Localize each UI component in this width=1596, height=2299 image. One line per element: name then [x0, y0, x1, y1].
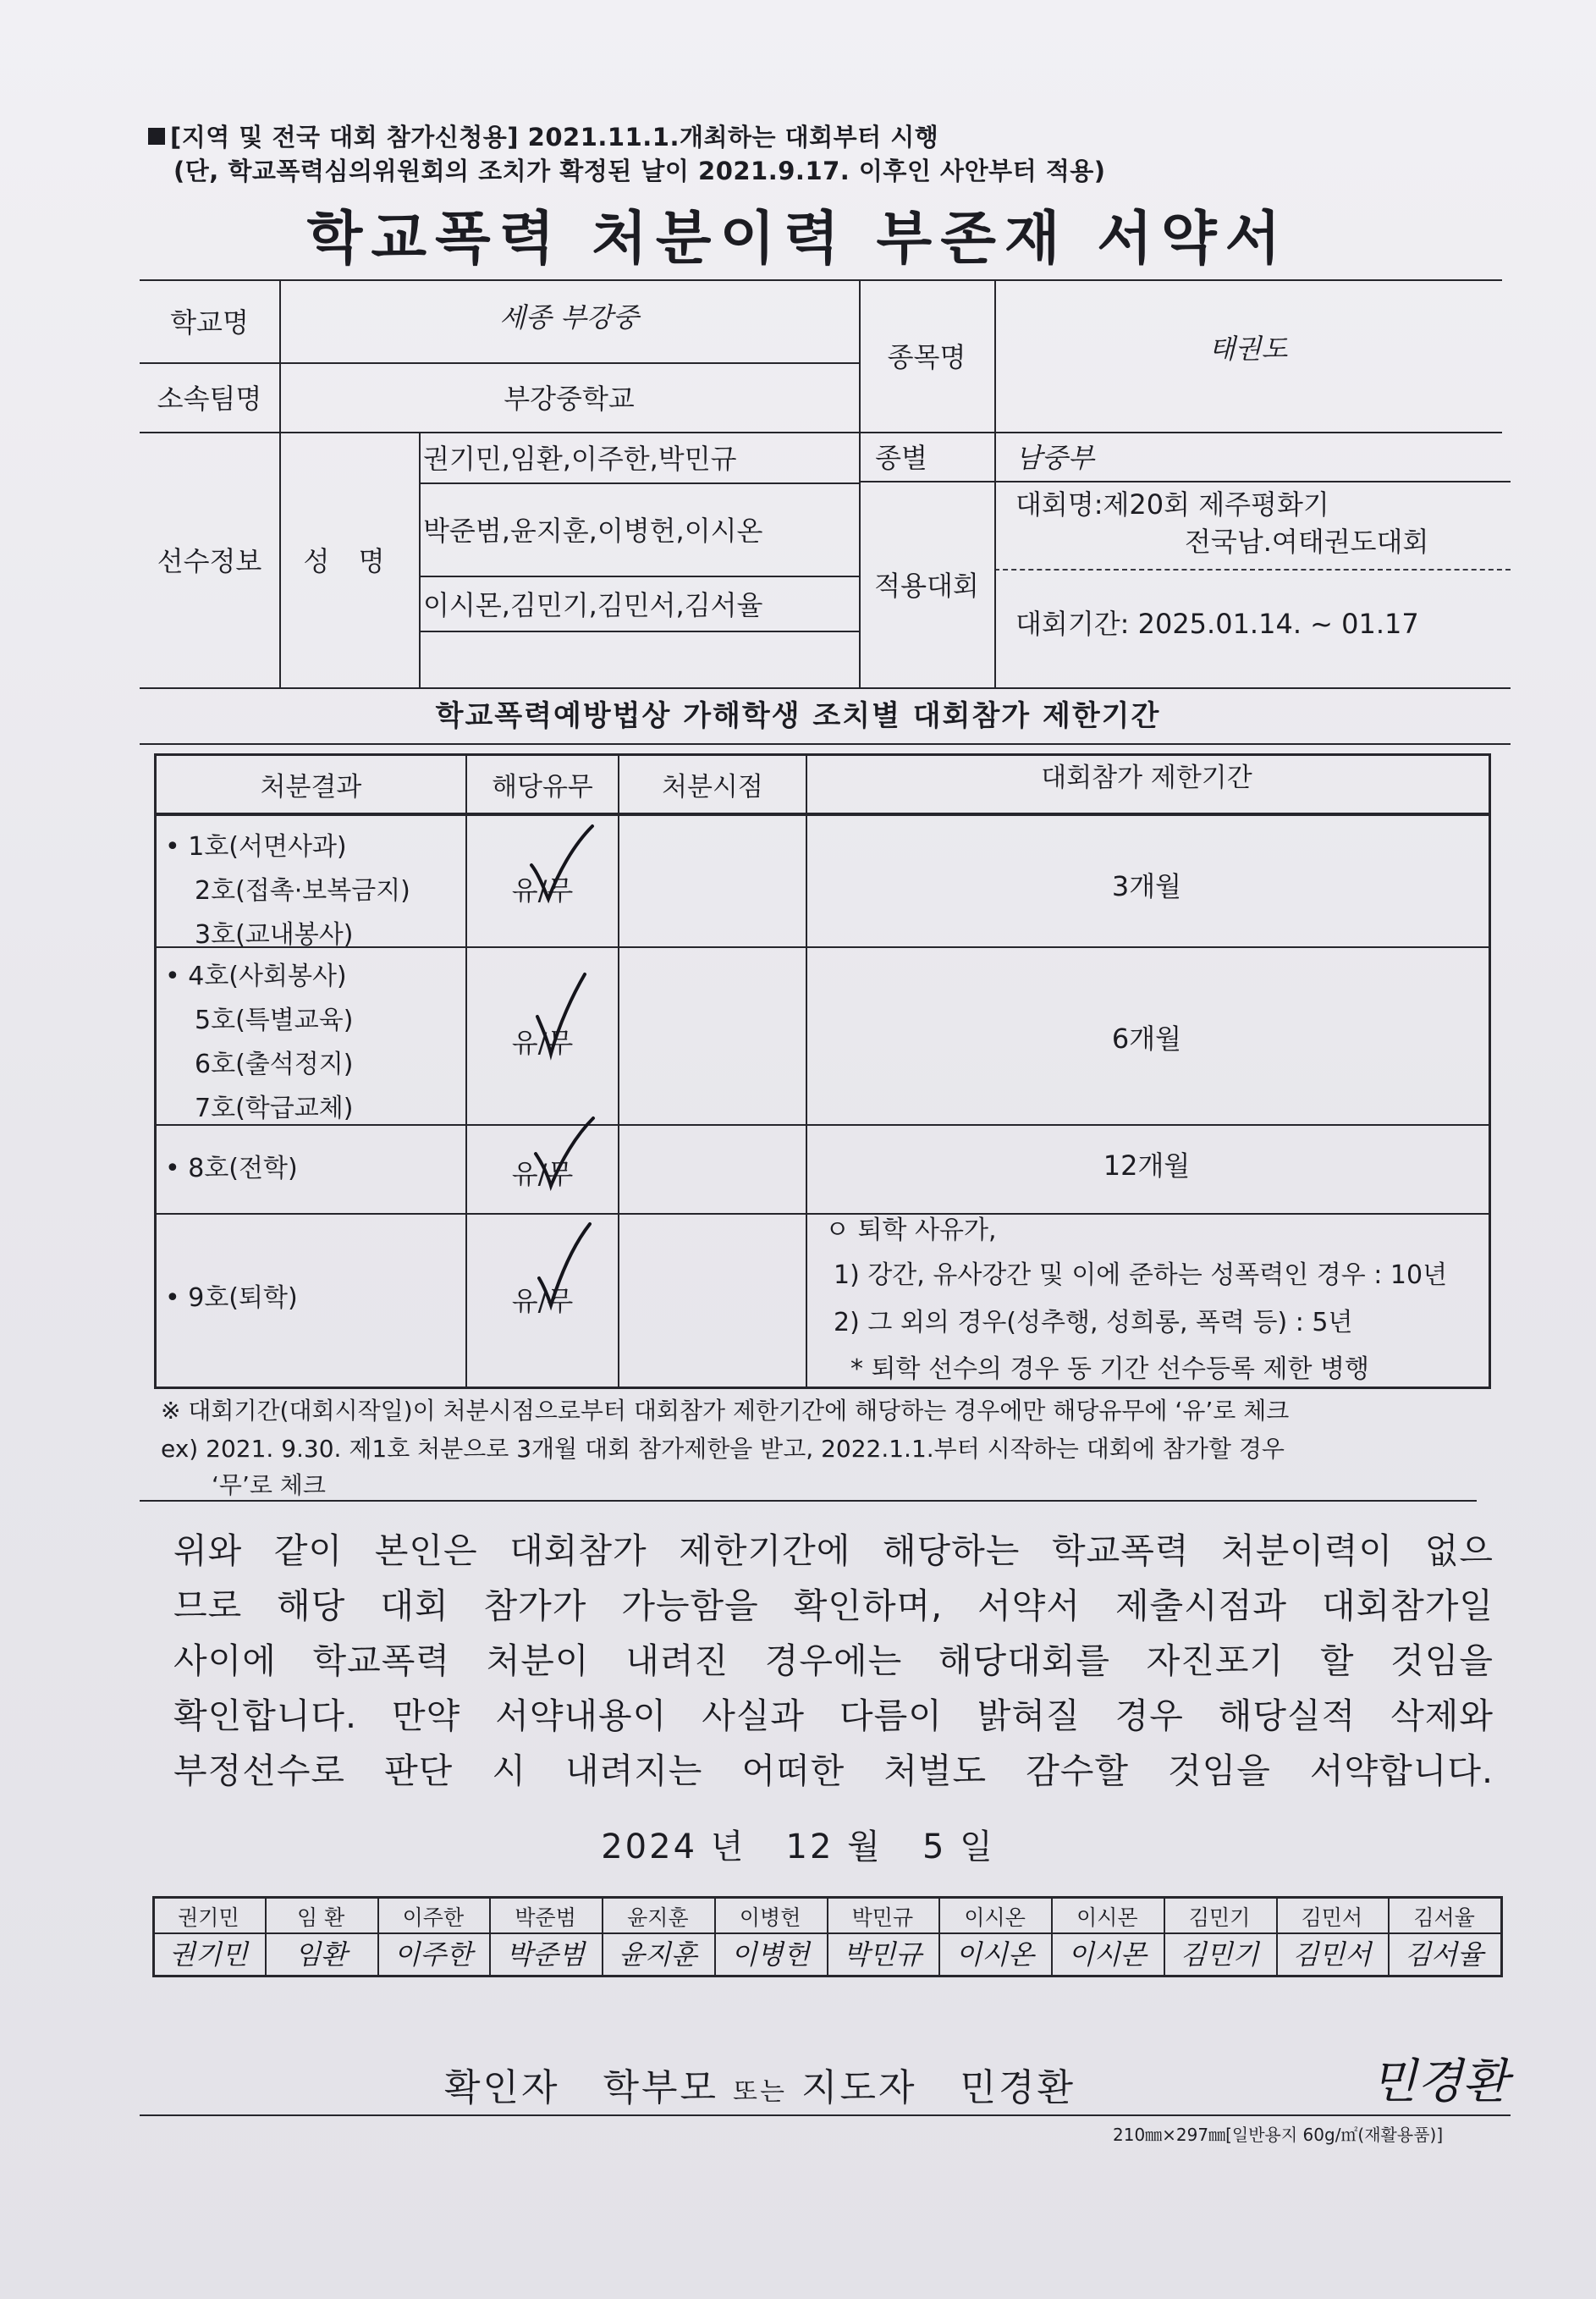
- signer-signature: 박민규: [843, 1938, 922, 1971]
- note-line: ‘무’로 체크: [212, 1471, 326, 1499]
- rule: [140, 2114, 1511, 2116]
- header-timing: 처분시점: [662, 772, 763, 802]
- pledge-date: 2024 년 12 월 5 일: [601, 1828, 995, 1866]
- event-label: 적용대회: [874, 570, 979, 602]
- measure-item: 5호(특별교육): [195, 1006, 354, 1035]
- signer-signature: 이주한: [393, 1938, 473, 1971]
- signer-name: 권기민: [178, 1905, 239, 1930]
- rule: [618, 753, 619, 1387]
- category-value: 남중부: [1015, 442, 1094, 474]
- rule: [140, 687, 1511, 689]
- expulsion-line: * 퇴학 선수의 경우 동 기간 선수등록 제한 병행: [850, 1354, 1369, 1384]
- pledge-line: 위와 같이 본인은 대회참가 제한기간에 해당하는 학교폭력 처분이력이 없으: [173, 1530, 1494, 1571]
- category-label: 종별: [875, 442, 927, 474]
- applicable-yn: 유/무: [511, 1158, 574, 1190]
- signer-signature: 이시몬: [1068, 1938, 1147, 1971]
- rule: [140, 1500, 1477, 1502]
- signer-name: 박민규: [851, 1905, 914, 1930]
- measure-item: 2호(접촉·보복금지): [195, 876, 410, 906]
- signer-signature: 권기민: [169, 1938, 248, 1971]
- event-period: 대회기간: 2025.01.14. ~ 01.17: [1015, 608, 1419, 640]
- event-name-line2: 전국남.여태권도대회: [1185, 526, 1429, 558]
- confirmer-signature: 민경환: [1371, 2054, 1509, 2109]
- confirmer-name: 민경환: [960, 2066, 1076, 2109]
- rule: [154, 1213, 1489, 1215]
- header-period: 대회참가 제한기간: [1041, 762, 1252, 793]
- restriction-period: 12개월: [1103, 1150, 1191, 1182]
- header-applicable: 해당유무: [492, 772, 593, 802]
- player-names-row: 박준범,윤지훈,이병헌,이시온: [423, 515, 763, 547]
- measure-item: 6호(출석정지): [195, 1050, 354, 1079]
- notice-line-1: [지역 및 전국 대회 참가신청용] 2021.11.1.개최하는 대회부터 시행: [148, 119, 938, 153]
- player-names-row: 이시몬,김민기,김민서,김서율: [423, 588, 763, 621]
- restriction-heading: 학교폭력예방법상 가해학생 조치별 대회참가 제한기간: [435, 699, 1161, 733]
- checkmark-icon: [525, 821, 601, 906]
- name-label: 성 명: [303, 545, 395, 577]
- applicable-yn: 유/무: [511, 874, 574, 907]
- signer-name: 이주한: [402, 1905, 465, 1930]
- pledge-line: 확인합니다. 만약 서약내용이 사실과 다름이 밝혀질 경우 해당실적 삭제와: [173, 1695, 1494, 1736]
- signer-name: 이시몬: [1076, 1905, 1138, 1930]
- rule: [154, 813, 1489, 816]
- rule: [154, 946, 1489, 948]
- signer-signature: 이시온: [955, 1938, 1034, 1971]
- expulsion-line: 1) 강간, 유사강간 및 이에 준하는 성폭력인 경우 : 10년: [834, 1260, 1448, 1290]
- signer-signature: 이병헌: [730, 1938, 810, 1971]
- pledge-line: 부정선수로 판단 시 내려지는 어떠한 처벌도 감수할 것임을 서약합니다.: [173, 1750, 1494, 1791]
- restriction-period: 6개월: [1111, 1023, 1182, 1055]
- measure-item: • 8호(전학): [165, 1154, 298, 1183]
- expulsion-line: ㅇ 퇴학 사유가,: [825, 1216, 997, 1245]
- player-info-label: 선수정보: [157, 545, 262, 577]
- signer-name: 김민기: [1188, 1905, 1251, 1930]
- applicable-yn: 유/무: [511, 1285, 574, 1317]
- signer-name: 김민서: [1301, 1905, 1363, 1930]
- measure-item: 7호(학급교체): [195, 1094, 354, 1123]
- signer-name: 박준범: [515, 1905, 576, 1930]
- notice-line-2: (단, 학교폭력심의위원회의 조치가 확정된 날이 2021.9.17. 이후인 사안부터 적용): [173, 157, 1106, 185]
- school-value: 세종 부강중: [499, 300, 639, 334]
- checkmark-icon: [529, 969, 605, 1062]
- measure-item: 3호(교내봉사): [195, 920, 354, 950]
- confirmer-line: 확인자 학부모 또는 지도자 민경환: [444, 2066, 1076, 2109]
- signer-signature: 윤지훈: [619, 1938, 697, 1971]
- checkmark-icon: [529, 1219, 605, 1312]
- player-names-row: [423, 631, 855, 687]
- signer-signature: 김서율: [1405, 1938, 1483, 1971]
- note-line: ※ 대회기간(대회시작일)이 처분시점으로부터 대회참가 제한기간에 해당하는 경우에만 해당유무에 ‘유’로 체크: [161, 1397, 1290, 1425]
- signer-signature: 박준범: [506, 1938, 585, 1971]
- signer-signature: 김민기: [1180, 1938, 1259, 1971]
- document-title: 학교폭력 처분이력 부존재 서약서: [306, 206, 1290, 273]
- expulsion-line: 2) 그 외의 경우(성추행, 성희롱, 폭력 등) : 5년: [834, 1308, 1353, 1337]
- checkmark-icon: [529, 1113, 605, 1194]
- event-name-line1: 대회명:제20회 제주평화기: [1015, 488, 1329, 521]
- pledge-paragraph: [173, 1524, 1494, 1799]
- team-value: 부강중학교: [504, 383, 635, 415]
- restriction-period: 3개월: [1111, 870, 1182, 902]
- note-line: ex) 2021. 9.30. 제1호 처분으로 3개월 대회 참가제한을 받고, 2022.1.1.부터 시작하는 대회에 참가할 경우: [161, 1435, 1285, 1463]
- header-result: 처분결과: [260, 772, 362, 802]
- signer-signature: 임환: [294, 1938, 348, 1971]
- sport-label: 종목명: [887, 341, 966, 373]
- player-names-row: 권기민,임환,이주한,박민규: [423, 443, 737, 475]
- applicable-yn: 유/무: [511, 1027, 574, 1059]
- measure-item: • 9호(퇴학): [165, 1283, 298, 1313]
- signer-signature: 김민서: [1292, 1938, 1372, 1971]
- signer-name: 이병헌: [739, 1905, 801, 1930]
- signer-name: 임 환: [297, 1905, 345, 1930]
- measure-item: • 1호(서면사과): [165, 832, 347, 862]
- rule: [419, 432, 421, 687]
- rule: [419, 482, 859, 484]
- rule: [994, 569, 1511, 571]
- signer-name: 김서율: [1413, 1905, 1475, 1930]
- sport-value: 태권도: [1208, 333, 1288, 365]
- pledge-line: 사이에 학교폭력 처분이 내려진 경우에는 해당대회를 자진포기 할 것임을: [173, 1640, 1494, 1681]
- team-label: 소속팀명: [157, 383, 262, 415]
- measure-item: • 4호(사회봉사): [165, 962, 347, 991]
- school-label: 학교명: [170, 306, 249, 339]
- paper-spec: 210㎜×297㎜[일반용지 60g/㎡(재활용품)]: [1113, 2125, 1444, 2145]
- pledge-line: 므로 해당 대회 참가가 가능함을 확인하며, 서약서 제출시점과 대회참가일: [173, 1585, 1494, 1626]
- signer-name: 윤지훈: [627, 1905, 689, 1930]
- signer-name: 이시온: [964, 1905, 1026, 1930]
